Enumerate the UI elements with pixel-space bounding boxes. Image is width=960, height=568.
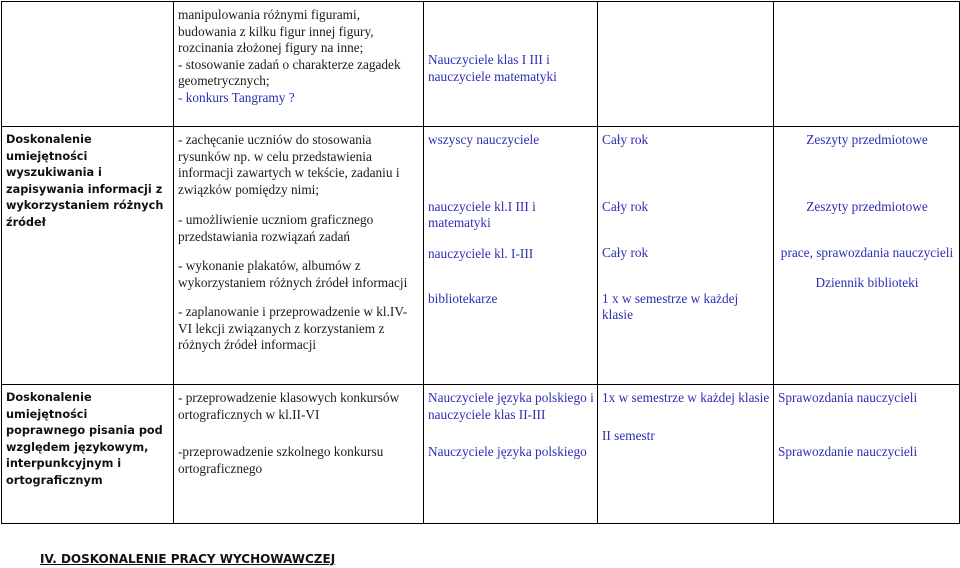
evidence-line: Zeszyty przedmiotowe <box>806 132 928 147</box>
table-row <box>2 385 960 524</box>
responsible-cell <box>424 385 598 524</box>
area-cell <box>2 385 174 524</box>
section-heading: IV. DOSKONALENIE PRACY WYCHOWAWCZEJ <box>40 552 336 566</box>
responsible-line: Nauczyciele języka polskiego <box>428 444 587 459</box>
table-row <box>2 2 960 127</box>
evidence-line: Sprawozdania nauczycieli <box>778 390 918 405</box>
evidence-line: Zeszyty przedmiotowe <box>806 198 928 214</box>
deadline-line: Cały rok <box>602 245 649 260</box>
evidence-line: prace, sprawozdania nauczycieli <box>780 245 954 260</box>
task-line: - zaplanowanie i przeprowadzenie w kl.IV-VI lekcji związanych z korzystaniem z różnych źródeł informacji <box>178 304 408 352</box>
plan-table-wrapper <box>1 1 959 524</box>
table-row <box>2 127 960 385</box>
deadline-line: Cały rok <box>602 132 649 147</box>
deadline-cell <box>598 127 774 385</box>
tasks-cell <box>174 2 424 127</box>
responsible-cell <box>424 2 598 127</box>
deadline-line: Cały rok <box>602 198 649 214</box>
task-line: -przeprowadzenie szkolnego konkursu ortograficznego <box>178 444 384 476</box>
task-line: manipulowania różnymi figurami, <box>178 7 361 22</box>
evidence-cell <box>774 385 960 524</box>
deadline-line: 1x w semestrze w każdej klasie <box>602 390 770 405</box>
task-line: - wykonanie plakatów, albumów z wykorzystaniem różnych źródeł informacji <box>178 258 408 290</box>
task-line: rozcinania złożonej figury na inne; <box>178 40 364 55</box>
responsible-cell <box>424 127 598 385</box>
area-label: Doskonalenie umiejętności poprawnego pisania pod względem językowym, interpunkcyjnym i ortograficznym <box>6 391 163 487</box>
plan-table <box>1 1 960 524</box>
responsible-line: wszyscy nauczyciele <box>428 132 540 147</box>
deadline-cell <box>598 2 774 127</box>
responsible-line: Nauczyciele klas I III i nauczyciele matematyki <box>428 52 557 84</box>
task-line: - umożliwienie uczniom graficznego przedstawiania rozwiązań zadań <box>178 212 374 244</box>
deadline-cell <box>598 385 774 524</box>
deadline-line: 1 x w semestrze w każdej klasie <box>602 290 739 322</box>
task-line: budowania z kilku figur innej figury, <box>178 23 374 39</box>
evidence-cell <box>774 127 960 385</box>
task-line: - przeprowadzenie klasowych konkursów ortograficznych w kl.II-VI <box>178 390 400 422</box>
task-line: - zachęcanie uczniów do stosowania rysunków np. w celu przedstawienia informacji zawartych w tekście, zadaniu i związków pomiędzy nimi; <box>178 132 400 197</box>
responsible-line: Nauczyciele języka polskiego i nauczyciele klas II-III <box>428 390 594 422</box>
evidence-line: Dziennik biblioteki <box>815 274 919 290</box>
tasks-cell <box>174 127 424 385</box>
responsible-line: nauczyciele kl. I-III <box>428 245 534 261</box>
evidence-cell <box>774 2 960 127</box>
task-line: - stosowanie zadań o charakterze zagadek geometrycznych; <box>178 56 401 88</box>
task-line: - konkurs Tangramy ? <box>178 89 295 105</box>
area-cell <box>2 2 174 127</box>
area-cell <box>2 127 174 385</box>
area-label: Doskonalenie umiejętności wyszukiwania i zapisywania informacji z wykorzystaniem różnych źródeł <box>6 133 164 229</box>
tasks-cell <box>174 385 424 524</box>
deadline-line: II semestr <box>602 427 655 443</box>
responsible-line: bibliotekarze <box>428 291 498 306</box>
responsible-line: nauczyciele kl.I III i matematyki <box>428 198 536 230</box>
evidence-line: Sprawozdanie nauczycieli <box>778 443 918 459</box>
